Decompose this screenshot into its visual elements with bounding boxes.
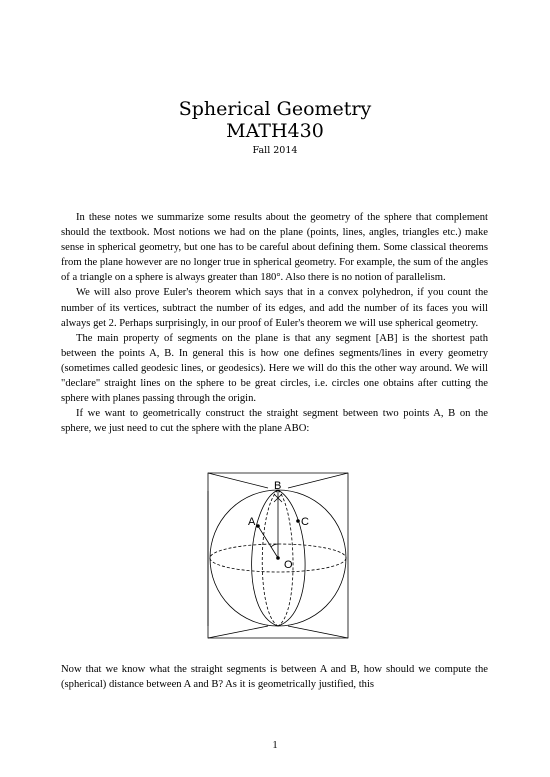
label-b: B (274, 480, 282, 492)
point-a (257, 525, 260, 528)
paragraph: Now that we know what the straight segments is between A and B, how should we compute the (spherical) distance between A and B? As it is geometrically justified, this (61, 664, 488, 691)
course-code: MATH430 (226, 120, 324, 142)
closing-text (61, 662, 488, 692)
plane-edge (208, 473, 268, 488)
great-circle-back (262, 490, 278, 626)
plane-edge (288, 473, 348, 488)
intro-text (61, 210, 488, 436)
angle-arc (271, 544, 278, 547)
title-block (0, 98, 550, 157)
label-c: C (301, 516, 309, 528)
label-o: O (284, 559, 293, 571)
term-date: Fall 2014 (252, 145, 298, 156)
great-circle-front-right (278, 490, 305, 626)
page-number: 1 (272, 740, 278, 751)
paragraph: We will also prove Euler's theorem which says that in a convex polyhedron, if you count the number of its vertices, subtract the number of its edges, and add the number of its faces you will always get 2. Perhaps surprisingly, in our proof of Euler's theorem we will use spherical geometry. (61, 287, 488, 329)
great-circle-back-right (278, 490, 293, 626)
great-circle-front (252, 490, 278, 626)
point-o (277, 557, 280, 560)
point-c (297, 520, 300, 523)
sphere-cut-figure (198, 463, 358, 658)
paragraph: If we want to geometrically construct the straight segment between two points A, B on the sphere, we just need to cut the sphere with the plane ABO: (61, 408, 488, 435)
paragraph: The main property of segments on the plane is that any segment [AB] is the shortest path between the points A, B. In general this is how one defines segments/lines in every geometry (sometimes called geodesic lines, or geodesics). Here we will do this the other way around. We will "declare" straight lines on the sphere to be great circles, i.e. circles one obtains after cutting the sphere with planes passing through the origin. (61, 332, 488, 405)
label-a: A (248, 516, 256, 528)
paragraph: In these notes we summarize some results about the geometry of the sphere that complement should the textbook. Most notions we had on the plane (points, lines, angles, triangles etc.) make sense in spherical geometry, but one has to be careful about defining them. Some classical theorems from the plane however are no longer true in spherical geometry. For example, the sum of the angles of a triangle on a sphere is always greater than 180°. Also there is no notion of parallelism. (61, 212, 488, 284)
plane-edge (208, 626, 268, 638)
document-title: Spherical Geometry (178, 98, 372, 120)
plane-edge (288, 626, 348, 638)
radius-oa (258, 526, 278, 558)
